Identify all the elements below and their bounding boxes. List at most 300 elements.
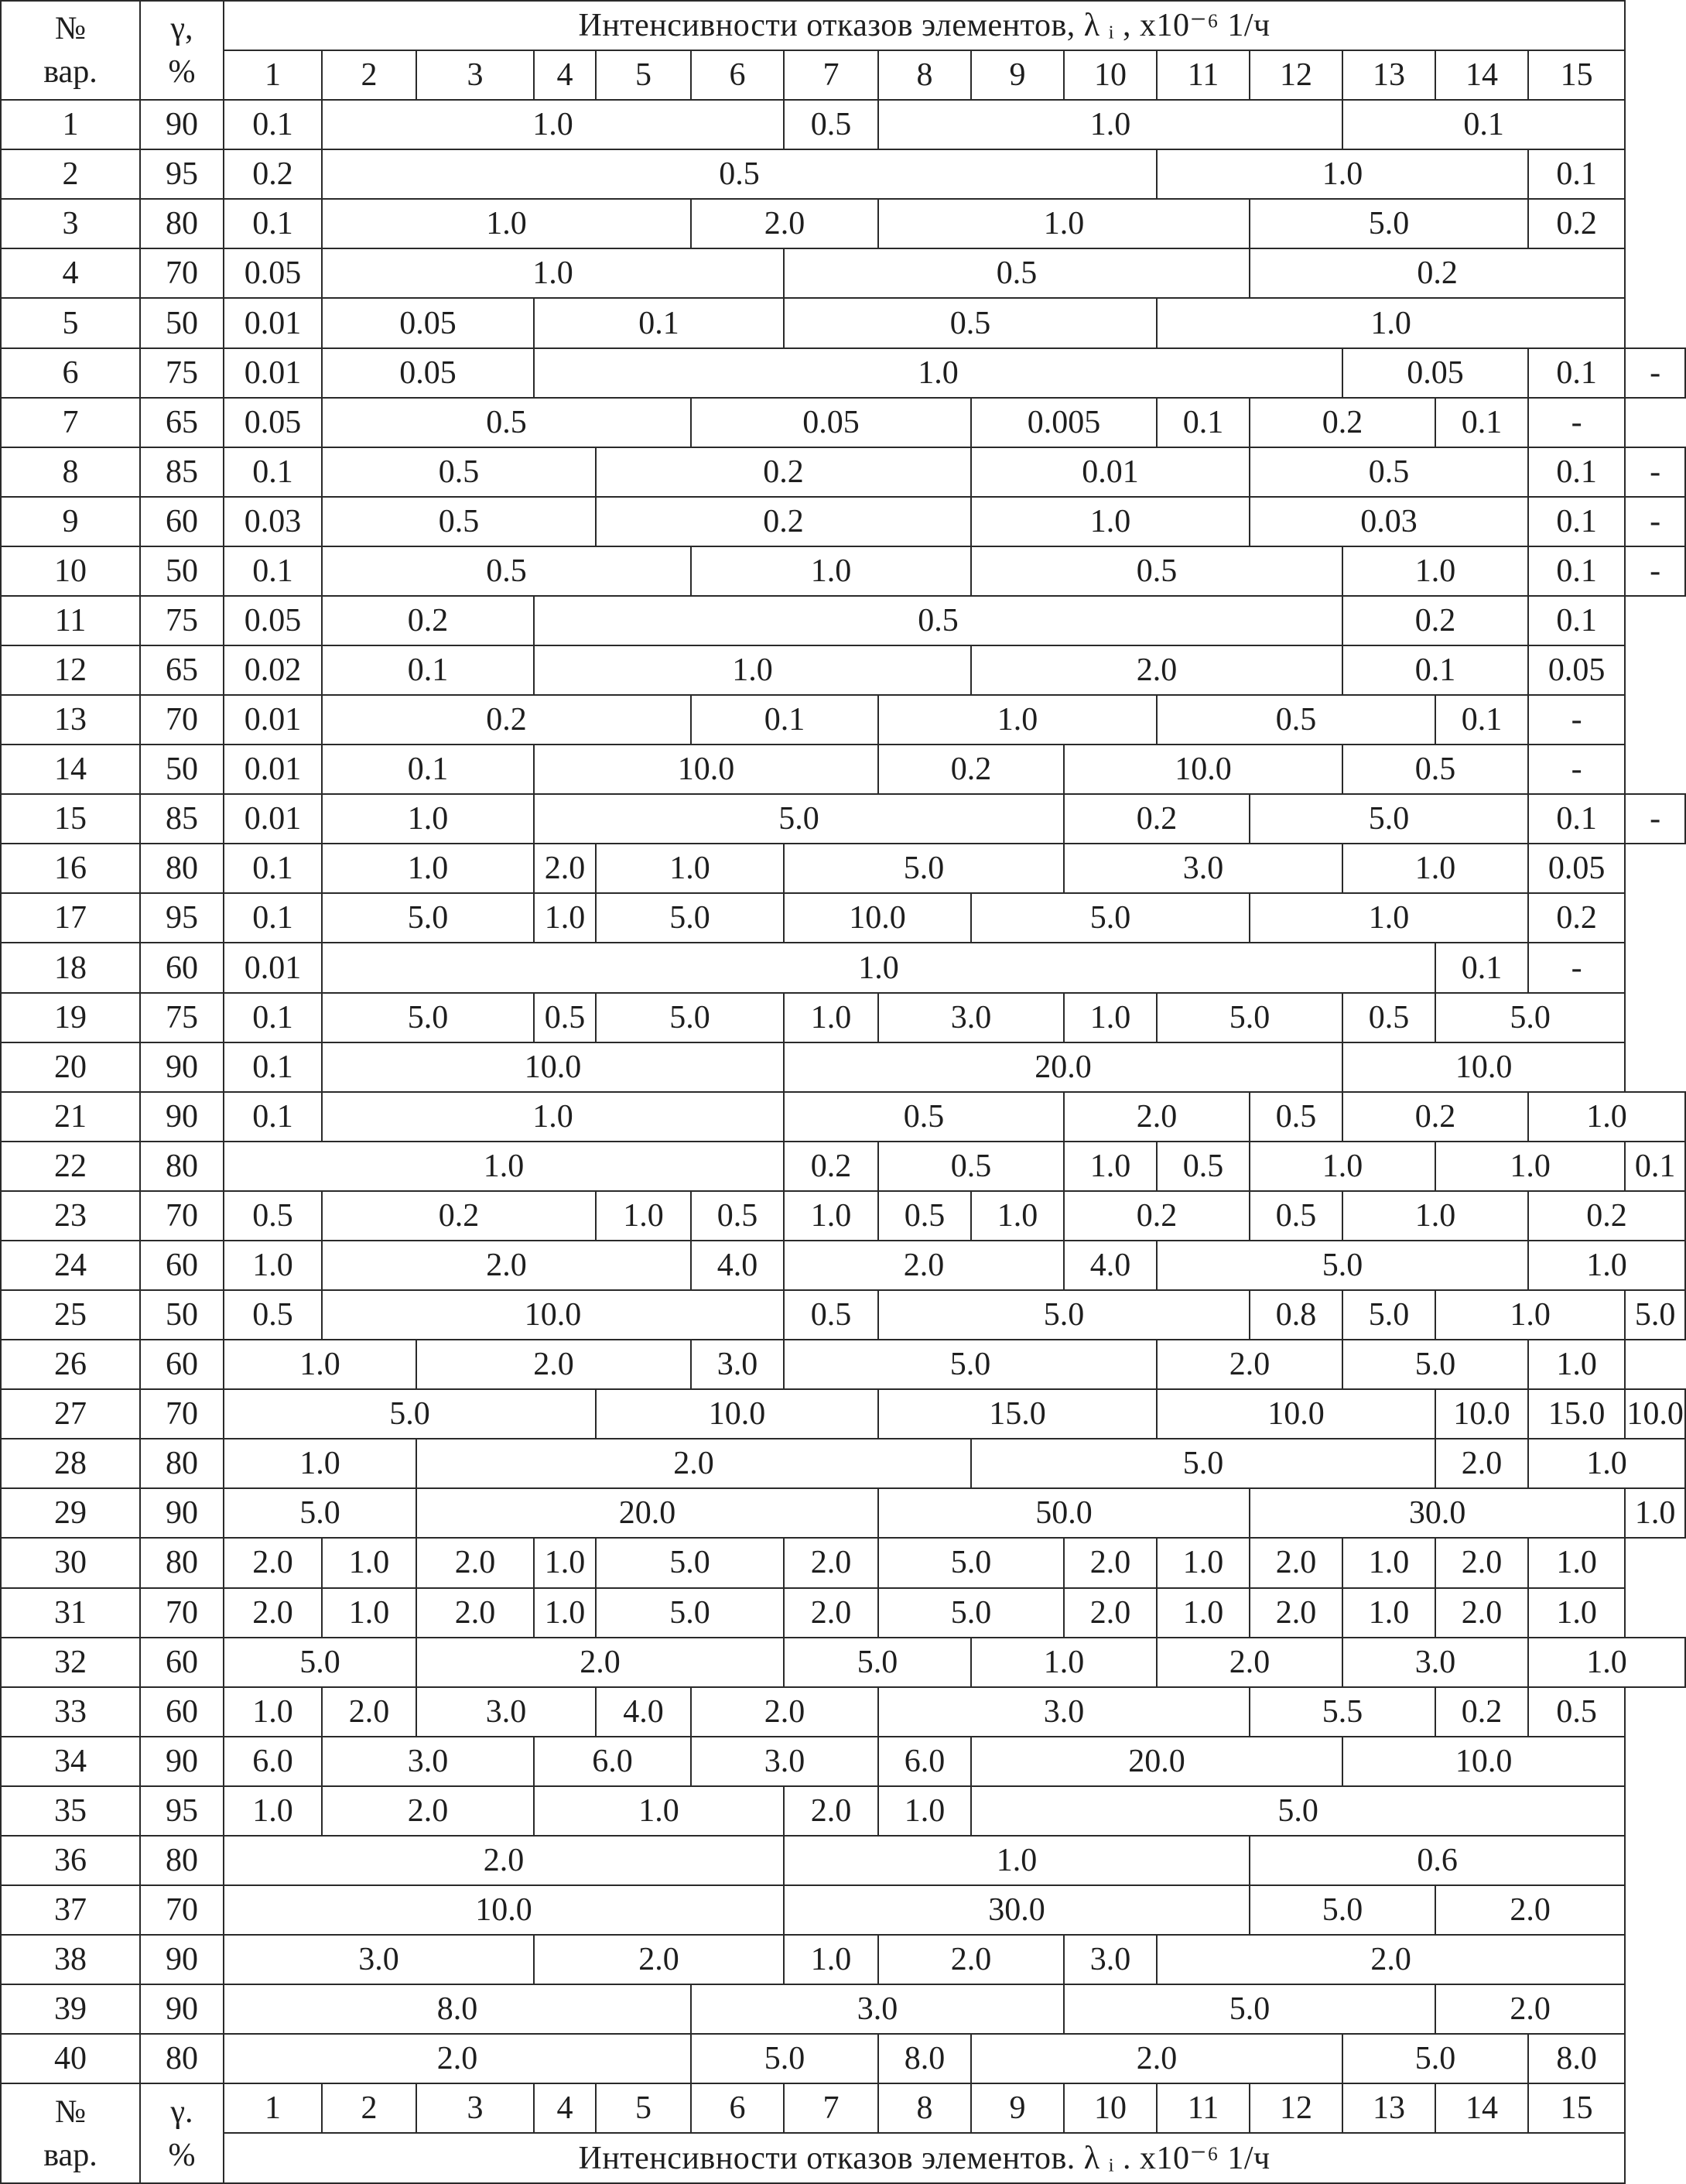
table-row <box>1 745 1685 794</box>
gamma-cell: 75 <box>140 348 224 398</box>
footer-row-2 <box>1 2133 1685 2183</box>
failure-rate-cell: 5.0 <box>224 1389 596 1439</box>
failure-rate-cell: 10.0 <box>1157 1389 1435 1439</box>
failure-rate-cell: 2.0 <box>1435 1538 1528 1587</box>
failure-rate-cell: 5.0 <box>1157 993 1342 1042</box>
failure-rate-cell: 0.5 <box>1250 1092 1342 1142</box>
failure-rate-cell: 0.5 <box>322 398 691 447</box>
failure-rate-cell: 0.5 <box>322 497 596 546</box>
table-row <box>1 645 1685 695</box>
failure-rate-cell: 0.1 <box>1528 149 1625 199</box>
variant-number-cell: 23 <box>1 1191 140 1241</box>
table-row <box>1 199 1685 248</box>
failure-rate-cell: 1.0 <box>224 1241 322 1290</box>
table-row <box>1 1241 1685 1290</box>
failure-rate-cell: 5.0 <box>878 1588 1064 1638</box>
failure-rate-cell: 1.0 <box>1250 1142 1435 1191</box>
gamma-cell: 90 <box>140 1092 224 1142</box>
failure-rate-cell: 3.0 <box>322 1737 534 1786</box>
failure-rate-cell: 0.05 <box>224 248 322 298</box>
gamma-cell: 50 <box>140 1290 224 1340</box>
failure-rate-cell: 10.0 <box>1435 1389 1528 1439</box>
header-element-number: 14 <box>1435 50 1528 100</box>
failure-rate-cell: 0.1 <box>1342 100 1625 149</box>
failure-rate-cell: 4.0 <box>1064 1241 1157 1290</box>
failure-rate-cell: 2.0 <box>224 1538 322 1587</box>
failure-rate-cell: 2.0 <box>224 2034 691 2083</box>
failure-rate-cell: 2.0 <box>224 1588 322 1638</box>
gamma-cell: 75 <box>140 596 224 645</box>
failure-rate-cell: 1.0 <box>784 1191 878 1241</box>
failure-rate-cell: 2.0 <box>691 199 878 248</box>
gamma-cell: 60 <box>140 1241 224 1290</box>
footer-row-1 <box>1 2083 1685 2133</box>
failure-rate-cell: 0.2 <box>1250 398 1435 447</box>
table-row <box>1 1042 1685 1092</box>
footer-gamma-unit: % <box>168 2137 196 2173</box>
failure-rate-cell: 0.05 <box>1528 645 1625 695</box>
header-variant-symbol: № <box>54 11 87 47</box>
table-row <box>1 1340 1685 1389</box>
header-element-number: 2 <box>322 50 416 100</box>
failure-rate-cell: - <box>1528 943 1625 992</box>
footer-element-number: 10 <box>1064 2083 1157 2133</box>
failure-rate-cell: 1.0 <box>534 645 971 695</box>
failure-rate-cell: 1.0 <box>1342 1538 1435 1587</box>
footer-element-number: 7 <box>784 2083 878 2133</box>
variant-number-cell: 27 <box>1 1389 140 1439</box>
failure-rate-cell: 2.0 <box>1064 1092 1250 1142</box>
table-row <box>1 943 1685 992</box>
failure-rate-cell: 0.1 <box>224 447 322 497</box>
variant-number-cell: 29 <box>1 1488 140 1538</box>
footer-variant-abbrev: вар. <box>43 2137 97 2173</box>
header-row-1 <box>1 1 1685 50</box>
table-row <box>1 1836 1685 1885</box>
gamma-cell: 70 <box>140 1389 224 1439</box>
failure-rate-cell: 0.5 <box>1157 1142 1250 1191</box>
gamma-cell: 95 <box>140 149 224 199</box>
failure-rate-cell: 0.5 <box>322 149 1157 199</box>
failure-rate-cell: 1.0 <box>971 1638 1157 1687</box>
failure-rate-cell: - <box>1625 348 1685 398</box>
failure-rate-cell: 0.1 <box>691 695 878 745</box>
failure-rate-cell: 0.1 <box>1157 398 1250 447</box>
failure-rate-cell: 0.05 <box>1342 348 1528 398</box>
header-element-number: 13 <box>1342 50 1435 100</box>
failure-rate-cell: 2.0 <box>1157 1638 1342 1687</box>
variant-number-cell: 22 <box>1 1142 140 1191</box>
failure-rate-cell: 0.03 <box>224 497 322 546</box>
failure-rate-cell: 0.5 <box>784 248 1250 298</box>
table-row <box>1 1092 1685 1142</box>
failure-rate-cell: 0.1 <box>1528 546 1625 596</box>
header-element-number: 3 <box>416 50 534 100</box>
failure-rate-cell: 3.0 <box>224 1935 534 1984</box>
table-row <box>1 248 1685 298</box>
variant-number-cell: 2 <box>1 149 140 199</box>
failure-rate-cell: 0.5 <box>878 1191 971 1241</box>
variant-number-cell: 14 <box>1 745 140 794</box>
failure-rate-cell: 2.0 <box>416 1588 534 1638</box>
table-row <box>1 1885 1685 1935</box>
failure-rate-cell: 2.0 <box>784 1538 878 1587</box>
failure-rate-cell: 0.5 <box>878 1142 1064 1191</box>
header-element-number: 7 <box>784 50 878 100</box>
failure-rate-cell: 30.0 <box>1250 1488 1625 1538</box>
failure-rate-cell: 0.6 <box>1250 1836 1625 1885</box>
header-element-number: 11 <box>1157 50 1250 100</box>
failure-rate-cell: 0.5 <box>1342 745 1528 794</box>
failure-rate-cell: 0.005 <box>971 398 1157 447</box>
failure-rate-cell: 10.0 <box>1625 1389 1685 1439</box>
footer-element-number: 4 <box>534 2083 596 2133</box>
table-row <box>1 1538 1685 1587</box>
failure-rate-cell: 5.0 <box>596 1538 784 1587</box>
gamma-cell: 70 <box>140 248 224 298</box>
failure-rate-cell: 0.2 <box>1064 1191 1250 1241</box>
failure-rate-cell: 5.0 <box>784 1638 971 1687</box>
failure-rate-cell: 20.0 <box>784 1042 1342 1092</box>
failure-rate-cell: 0.5 <box>534 993 596 1042</box>
failure-rate-cell: 0.01 <box>224 745 322 794</box>
failure-rate-cell: 1.0 <box>1528 1439 1685 1488</box>
failure-rate-cell: 2.0 <box>322 1241 691 1290</box>
failure-rate-cell: 0.5 <box>1250 447 1528 497</box>
failure-rate-cell: 0.1 <box>224 844 322 893</box>
footer-element-number: 12 <box>1250 2083 1342 2133</box>
gamma-cell: 50 <box>140 745 224 794</box>
failure-rate-cell: 2.0 <box>878 1935 1064 1984</box>
failure-rate-cell: 0.2 <box>1064 794 1250 844</box>
failure-rate-cell: 1.0 <box>322 943 1435 992</box>
failure-rate-cell: 1.0 <box>596 1191 691 1241</box>
failure-rate-cell: 2.0 <box>322 1786 534 1836</box>
failure-rate-cell: 0.2 <box>596 447 971 497</box>
failure-rate-cell: 0.2 <box>1342 1092 1528 1142</box>
failure-rate-cell: 0.5 <box>784 100 878 149</box>
failure-rate-cell: 0.05 <box>691 398 971 447</box>
table-row <box>1 149 1685 199</box>
failure-rate-cell: - <box>1528 398 1625 447</box>
failure-rate-cell: 1.0 <box>322 100 784 149</box>
failure-rate-cell: - <box>1625 546 1685 596</box>
table-row <box>1 1439 1685 1488</box>
variant-number-cell: 25 <box>1 1290 140 1340</box>
variant-number-cell: 18 <box>1 943 140 992</box>
variant-number-cell: 10 <box>1 546 140 596</box>
failure-rate-cell: 2.0 <box>416 1538 534 1587</box>
failure-rate-cell: 3.0 <box>1342 1638 1528 1687</box>
failure-rate-cell: 1.0 <box>534 893 596 943</box>
footer-element-number: 14 <box>1435 2083 1528 2133</box>
gamma-cell: 85 <box>140 794 224 844</box>
failure-rate-cell: 1.0 <box>322 794 534 844</box>
gamma-cell: 90 <box>140 100 224 149</box>
failure-rate-cell: 0.5 <box>534 596 1342 645</box>
failure-rate-cell: 5.0 <box>1435 993 1625 1042</box>
failure-rate-cell: 1.0 <box>322 1538 416 1587</box>
failure-rate-cell: 1.0 <box>971 1191 1064 1241</box>
gamma-cell: 60 <box>140 943 224 992</box>
gamma-cell: 70 <box>140 1191 224 1241</box>
failure-rate-cell: 1.0 <box>784 1935 878 1984</box>
failure-rate-cell: 15.0 <box>1528 1389 1625 1439</box>
failure-rate-cell: 0.1 <box>1625 1142 1685 1191</box>
table-row <box>1 794 1685 844</box>
failure-rate-cell: 5.0 <box>224 1638 416 1687</box>
table-row <box>1 1984 1685 2034</box>
failure-rate-cell: 0.2 <box>1528 893 1625 943</box>
failure-rate-cell: 0.01 <box>224 794 322 844</box>
gamma-cell: 80 <box>140 844 224 893</box>
failure-rate-cell: 2.0 <box>1157 1935 1625 1984</box>
failure-rate-cell: 5.0 <box>971 1439 1435 1488</box>
failure-rate-cell: 1.0 <box>534 1786 784 1836</box>
table-row <box>1 497 1685 546</box>
variant-number-cell: 7 <box>1 398 140 447</box>
failure-rate-cell: 2.0 <box>971 2034 1342 2083</box>
header-element-numbers-row <box>1 50 1685 100</box>
failure-rate-cell: 10.0 <box>224 1885 784 1935</box>
variant-number-cell: 8 <box>1 447 140 497</box>
failure-rate-cell: 8.0 <box>878 2034 971 2083</box>
failure-rate-cell: 0.05 <box>224 596 322 645</box>
failure-rate-cell: 2.0 <box>1064 1588 1157 1638</box>
failure-rate-cell: 0.2 <box>1435 1687 1528 1737</box>
gamma-cell: 80 <box>140 1538 224 1587</box>
failure-rate-cell: 0.1 <box>224 199 322 248</box>
table-row <box>1 893 1685 943</box>
failure-rate-cell: 2.0 <box>1435 1439 1528 1488</box>
failure-rate-cell: 10.0 <box>1342 1737 1625 1786</box>
table-row <box>1 695 1685 745</box>
failure-rate-cell: 0.1 <box>1435 943 1528 992</box>
footer-element-number: 3 <box>416 2083 534 2133</box>
failure-rate-cell: 1.0 <box>224 1142 784 1191</box>
gamma-cell: 95 <box>140 893 224 943</box>
failure-rate-cell: 5.0 <box>1157 1241 1528 1290</box>
gamma-cell: 80 <box>140 1836 224 1885</box>
failure-rate-cell: 1.0 <box>1342 1191 1528 1241</box>
failure-rate-cell: 5.0 <box>1342 2034 1528 2083</box>
failure-rate-cell: 3.0 <box>878 1687 1250 1737</box>
table-row <box>1 1488 1685 1538</box>
variant-number-cell: 6 <box>1 348 140 398</box>
failure-rate-cell: 10.0 <box>784 893 971 943</box>
failure-rate-cell: 0.1 <box>1528 596 1625 645</box>
failure-rate-cell: 0.5 <box>224 1290 322 1340</box>
variant-number-cell: 19 <box>1 993 140 1042</box>
failure-rate-cell: 4.0 <box>691 1241 784 1290</box>
gamma-cell: 90 <box>140 1935 224 1984</box>
failure-rate-cell: 0.5 <box>224 1191 322 1241</box>
failure-rate-cell: 4.0 <box>596 1687 691 1737</box>
table-row <box>1 993 1685 1042</box>
failure-rate-cell: 0.2 <box>322 1191 596 1241</box>
header-element-number: 5 <box>596 50 691 100</box>
table-row <box>1 1142 1685 1191</box>
variant-number-cell: 26 <box>1 1340 140 1389</box>
header-element-number: 8 <box>878 50 971 100</box>
failure-rate-cell: 0.2 <box>322 596 534 645</box>
header-element-number: 10 <box>1064 50 1157 100</box>
failure-rate-cell: 0.01 <box>224 943 322 992</box>
failure-rate-cell: 1.0 <box>534 348 1342 398</box>
failure-rate-cell: 5.0 <box>1250 794 1528 844</box>
footer-gamma <box>140 2083 224 2183</box>
table-row <box>1 1638 1685 1687</box>
header-gamma-unit: % <box>168 54 196 91</box>
table-row <box>1 348 1685 398</box>
gamma-cell: 80 <box>140 199 224 248</box>
variant-number-cell: 36 <box>1 1836 140 1885</box>
failure-rate-cell: 2.0 <box>1250 1588 1342 1638</box>
failure-rate-cell: 1.0 <box>1528 1638 1685 1687</box>
failure-rate-cell: 5.0 <box>322 893 534 943</box>
gamma-cell: 90 <box>140 1737 224 1786</box>
failure-rate-cell: 5.0 <box>878 1290 1250 1340</box>
failure-rate-cell: 10.0 <box>596 1389 878 1439</box>
failure-rate-cell: 1.0 <box>971 497 1250 546</box>
failure-rate-cell: 0.5 <box>1528 1687 1625 1737</box>
failure-rate-cell: 5.0 <box>784 844 1064 893</box>
failure-rate-cell: 1.0 <box>596 844 784 893</box>
failure-rate-cell: 2.0 <box>691 1687 878 1737</box>
failure-rate-cell: 3.0 <box>416 1687 596 1737</box>
failure-rate-cell: 6.0 <box>878 1737 971 1786</box>
failure-rate-cell: 0.01 <box>224 695 322 745</box>
failure-rate-cell: 1.0 <box>322 844 534 893</box>
variant-number-cell: 11 <box>1 596 140 645</box>
failure-rate-cell: 2.0 <box>224 1836 784 1885</box>
failure-rate-cell: 0.1 <box>1528 348 1625 398</box>
footer-variant-symbol: № <box>54 2093 87 2130</box>
failure-rate-cell: 1.0 <box>1157 1538 1250 1587</box>
failure-rate-cell: 0.1 <box>224 100 322 149</box>
variant-number-cell: 16 <box>1 844 140 893</box>
failure-rate-cell: 2.0 <box>1435 1588 1528 1638</box>
table-row <box>1 546 1685 596</box>
failure-rate-cell: 0.1 <box>322 645 534 695</box>
failure-rate-cell: 5.0 <box>596 893 784 943</box>
header-element-number: 4 <box>534 50 596 100</box>
header-variant-number <box>1 1 140 100</box>
failure-rate-cell: 3.0 <box>878 993 1064 1042</box>
failure-rate-cell: 5.0 <box>971 893 1250 943</box>
variant-number-cell: 33 <box>1 1687 140 1737</box>
failure-rate-cell: 2.0 <box>1064 1538 1157 1587</box>
failure-rate-cell: - <box>1625 497 1685 546</box>
gamma-cell: 50 <box>140 298 224 347</box>
table-row <box>1 1588 1685 1638</box>
failure-rate-cell: 2.0 <box>971 645 1342 695</box>
failure-rate-cell: 1.0 <box>1528 1538 1625 1587</box>
failure-rate-cell: 1.0 <box>1064 1142 1157 1191</box>
failure-rate-cell: 0.1 <box>224 993 322 1042</box>
variant-number-cell: 28 <box>1 1439 140 1488</box>
failure-rate-cell: 1.0 <box>1250 893 1528 943</box>
failure-rate-cell: 6.0 <box>224 1737 322 1786</box>
failure-rate-cell: 5.0 <box>971 1786 1625 1836</box>
gamma-cell: 50 <box>140 546 224 596</box>
table-row <box>1 100 1685 149</box>
failure-rate-cell: 10.0 <box>322 1290 784 1340</box>
failure-rate-cell: 2.0 <box>1435 1984 1625 2034</box>
gamma-cell: 70 <box>140 1588 224 1638</box>
failure-rate-cell: 0.8 <box>1250 1290 1342 1340</box>
failure-rate-cell: 1.0 <box>878 100 1342 149</box>
variant-number-cell: 21 <box>1 1092 140 1142</box>
footer-element-number: 5 <box>596 2083 691 2133</box>
failure-rate-cell: 5.0 <box>224 1488 416 1538</box>
header-gamma <box>140 1 224 100</box>
failure-rate-cell: 0.1 <box>1528 794 1625 844</box>
failure-rate-cell: 3.0 <box>1064 844 1342 893</box>
variant-number-cell: 15 <box>1 794 140 844</box>
table-row <box>1 1786 1685 1836</box>
failure-rate-cell: 5.5 <box>1250 1687 1435 1737</box>
failure-rate-cell: 0.2 <box>1342 596 1528 645</box>
failure-rate-cell: 1.0 <box>691 546 971 596</box>
failure-rate-cell: 0.01 <box>224 348 322 398</box>
table-row <box>1 844 1685 893</box>
gamma-cell: 90 <box>140 1042 224 1092</box>
failure-rate-cell: 5.0 <box>1625 1290 1685 1340</box>
footer-element-number: 13 <box>1342 2083 1435 2133</box>
table-row <box>1 1191 1685 1241</box>
failure-rate-cell: 15.0 <box>878 1389 1157 1439</box>
failure-rate-cell: 0.5 <box>1342 993 1435 1042</box>
variant-number-cell: 24 <box>1 1241 140 1290</box>
failure-rate-cell: 0.05 <box>224 398 322 447</box>
failure-rate-cell: 1.0 <box>322 1588 416 1638</box>
failure-rate-cell: 3.0 <box>1064 1935 1157 1984</box>
failure-rate-cell: 0.5 <box>322 546 691 596</box>
failure-rate-cell: 8.0 <box>224 1984 691 2034</box>
failure-rate-cell: 0.1 <box>1435 398 1528 447</box>
failure-rate-cell: 1.0 <box>1528 1092 1685 1142</box>
failure-rate-cell: 2.0 <box>1250 1538 1342 1587</box>
failure-rate-cell: 5.0 <box>1250 1885 1435 1935</box>
failure-rate-cell: 0.05 <box>1528 844 1625 893</box>
gamma-cell: 95 <box>140 1786 224 1836</box>
failure-rate-cell: 20.0 <box>416 1488 878 1538</box>
failure-rate-cell: 5.0 <box>322 993 534 1042</box>
failure-rate-cell: 2.0 <box>416 1638 784 1687</box>
failure-rate-cell: 10.0 <box>534 745 878 794</box>
failure-rate-cell: 0.1 <box>224 1042 322 1092</box>
footer-element-number: 8 <box>878 2083 971 2133</box>
failure-rate-cell: 0.2 <box>1250 248 1625 298</box>
failure-rate-cell: 1.0 <box>1342 1588 1435 1638</box>
variant-number-cell: 31 <box>1 1588 140 1638</box>
gamma-cell: 70 <box>140 695 224 745</box>
failure-rate-cell: 1.0 <box>1528 1340 1625 1389</box>
failure-rate-cell: 1.0 <box>1435 1290 1625 1340</box>
failure-rate-cell: 0.5 <box>784 1092 1064 1142</box>
failure-rate-cell: 1.0 <box>1157 298 1625 347</box>
gamma-cell: 85 <box>140 447 224 497</box>
variant-number-cell: 40 <box>1 2034 140 2083</box>
gamma-cell: 70 <box>140 1885 224 1935</box>
gamma-cell: 60 <box>140 1687 224 1737</box>
failure-rate-cell: 0.1 <box>534 298 784 347</box>
footer-variant-number <box>1 2083 140 2183</box>
header-element-number: 6 <box>691 50 784 100</box>
failure-rate-cell: 0.1 <box>1528 447 1625 497</box>
gamma-cell: 75 <box>140 993 224 1042</box>
